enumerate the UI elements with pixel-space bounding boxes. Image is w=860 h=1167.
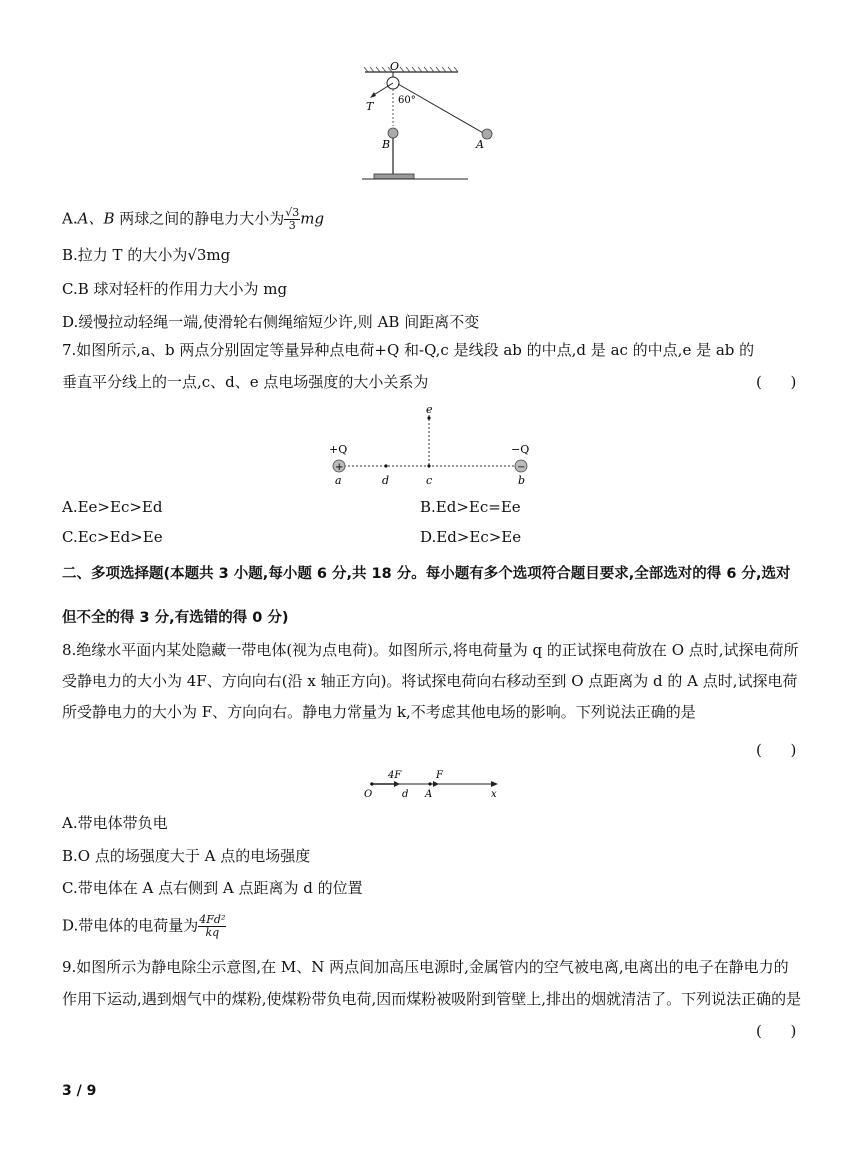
fig-label-F: F (436, 770, 443, 781)
fig-label-d: d (382, 474, 390, 487)
page-number: 3 / 9 (62, 1083, 97, 1099)
label-A: A (476, 138, 484, 151)
q8-option-d: D.带电体的电荷量为 $\frac{\text{4Fd²}}{kq}$ (62, 913, 226, 939)
q8-option-a: A.带电体带负电 (62, 814, 168, 832)
q7-option-b: B.Ed>Ec=Ee (420, 498, 521, 516)
q8-stem: 8.绝缘水平面内某处隐藏一带电体(视为点电荷)。如图所示,将电荷量为 q 的正试探电荷放在 O 点时,试探电荷所受静电力的大小为 4F、方向向右(沿 x 轴正方向)。将试探电荷向右移动至到 O 点距离为 d 的 A 点时,试探电荷所受静电力的大小为 F、方向向右。静电力常量为 k,不考虑其他电场的影响。下列说法正确的是 (62, 641, 799, 721)
q9-stem: 9.如图所示为静电除尘示意图,在 M、N 两点间加高压电源时,金属管内的空气被电离,电离出的电子在静电力的作用下运动,遇到烟气中的煤粉,使煤粉带负电荷,因而煤粉被吸附到管壁上,排出的烟就清洁了。下列说法正确的是 (62, 958, 802, 1008)
fig-label-x: x (491, 789, 497, 800)
fig-label-c: c (426, 474, 433, 487)
fig-label-O: O (364, 789, 373, 800)
q6-option-c: C.B 球对轻杆的作用力大小为 mg (62, 280, 288, 298)
q7-option-d: D.Ed>Ec>Ee (420, 528, 522, 546)
label-angle: 60° (398, 95, 416, 106)
fig-label-a: a (335, 474, 342, 487)
section-2-title: 二、多项选择题(本题共 3 小题,每小题 6 分,共 18 分。每小题有多个选项符合题目要求,全部选对的得 6 分,选对但不全的得 3 分,有选错的得 0 分) (62, 566, 791, 626)
fig-label-plusQ: +Q (329, 443, 348, 456)
fig-label-plus: + (335, 462, 344, 473)
charges-figure (325, 403, 535, 488)
q7-option-c: C.Ec>Ed>Ee (62, 528, 163, 546)
q7-stem: 7.如图所示,a、b 两点分别固定等量异种点电荷+Q 和-Q,c 是线段 ab 的中点,d 是 ac 的中点,e 是 ab 的垂直平分线上的一点,c、d、e 点电场强度的大小关系为 (62, 341, 755, 391)
label-O: O (390, 60, 400, 73)
fig-label-4F: 4F (388, 770, 402, 781)
q7-option-a: A.Ee>Ec>Ed (62, 498, 163, 516)
fig-label-b: b (518, 474, 526, 487)
q8-option-b: B.O 点的场强度大于 A 点的电场强度 (62, 847, 311, 865)
fig-label-e: e (426, 403, 433, 416)
q8-option-c: C.带电体在 A 点右侧到 A 点距离为 d 的位置 (62, 879, 363, 897)
q7-answer-paren: ( ) (756, 373, 797, 391)
fig-label-A: A (425, 789, 433, 800)
fig-label-d: d (402, 789, 409, 800)
axis-figure (360, 766, 505, 802)
q9-answer-paren: ( ) (756, 1022, 797, 1040)
label-B: B (382, 138, 391, 151)
q6-option-b: B.拉力 T 的大小为√3mg (62, 246, 231, 264)
label-T: T (366, 100, 374, 113)
q8-answer-paren: ( ) (756, 741, 797, 759)
q6-option-d: D.缓慢拉动轻绳一端,使滑轮右侧绳缩短少许,则 AB 间距离不变 (62, 313, 480, 331)
q6-option-a: A.A、B 两球之间的静电力大小为 $\frac{√3}{3}$ mg (62, 206, 325, 232)
fig-label-minus: − (517, 462, 526, 473)
fig-label-minusQ: −Q (511, 443, 530, 456)
ball-a-overlay (360, 58, 500, 188)
